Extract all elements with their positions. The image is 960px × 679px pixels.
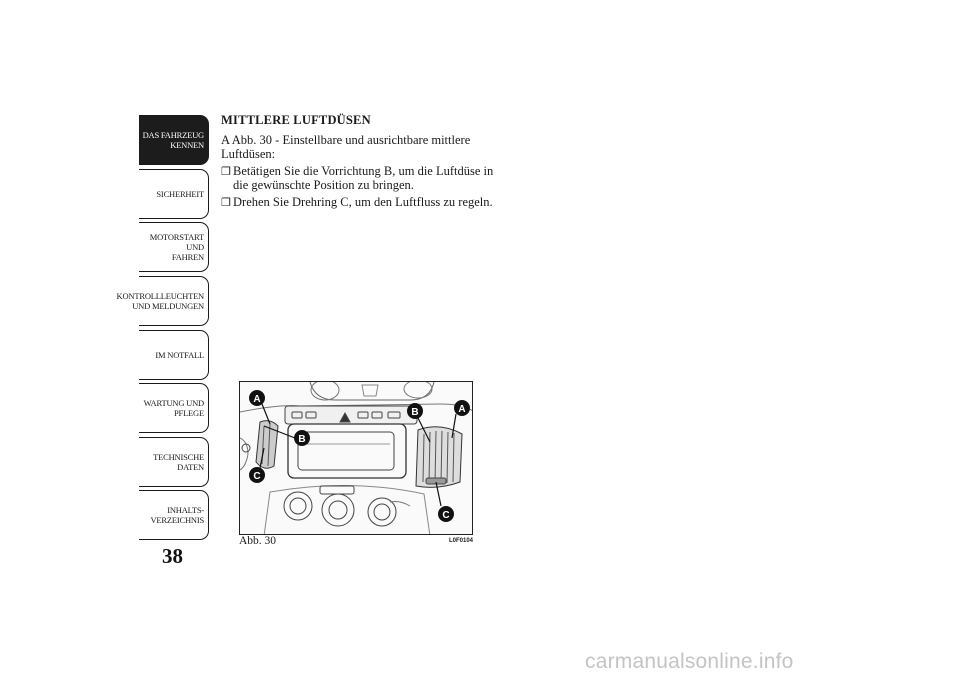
checkbox-bullet-icon: ❐ bbox=[221, 166, 231, 178]
figure-code: L0F0104 bbox=[449, 538, 474, 544]
tab-inhaltsverzeichnis[interactable]: INHALTS- VERZEICHNIS bbox=[139, 490, 209, 540]
bullet-item bbox=[221, 195, 506, 209]
main-content bbox=[221, 113, 506, 212]
tab-kontrollleuchten[interactable]: KONTROLLLEUCHTEN UND MELDUNGEN bbox=[139, 276, 209, 326]
callout-label: C bbox=[253, 471, 261, 482]
callout-label: C bbox=[442, 510, 450, 521]
tab-wartung-und-pflege[interactable]: WARTUNG UND PFLEGE bbox=[139, 383, 209, 433]
bullet-item bbox=[221, 164, 506, 192]
tab-das-fahrzeug-kennen[interactable]: DAS FAHRZEUG KENNEN bbox=[139, 115, 209, 165]
watermark: carmanualsonline.info bbox=[585, 650, 794, 673]
dashboard-illustration bbox=[240, 382, 473, 535]
intro-paragraph: A Abb. 30 - Einstellbare und ausrichtbare mittlere Luftdüsen: bbox=[221, 133, 471, 161]
bullet-text: Drehen Sie Drehring C, um den Luftfluss zu regeln. bbox=[233, 195, 493, 209]
figure-caption: Abb. 30 bbox=[239, 535, 277, 547]
page-number: 38 bbox=[162, 544, 183, 568]
tab-im-notfall[interactable]: IM NOTFALL bbox=[139, 330, 209, 380]
bullet-text: Betätigen Sie die Vorrichtung B, um die Luftdüse in die gewünschte Position zu bringen. bbox=[233, 164, 494, 192]
tab-technische-daten[interactable]: TECHNISCHE DATEN bbox=[139, 437, 209, 487]
section-heading: MITTLERE LUFTDÜSEN bbox=[221, 113, 371, 127]
callout-label: B bbox=[298, 434, 306, 445]
tab-motorstart-und-fahren[interactable]: MOTORSTART UND FAHREN bbox=[139, 222, 209, 272]
callout-label: B bbox=[411, 407, 419, 418]
checkbox-bullet-icon: ❐ bbox=[221, 197, 231, 209]
figure-dashboard-vents bbox=[239, 381, 473, 535]
callout-label: A bbox=[458, 404, 466, 415]
callout-label: A bbox=[253, 394, 261, 405]
tab-sicherheit[interactable]: SICHERHEIT bbox=[139, 169, 209, 219]
